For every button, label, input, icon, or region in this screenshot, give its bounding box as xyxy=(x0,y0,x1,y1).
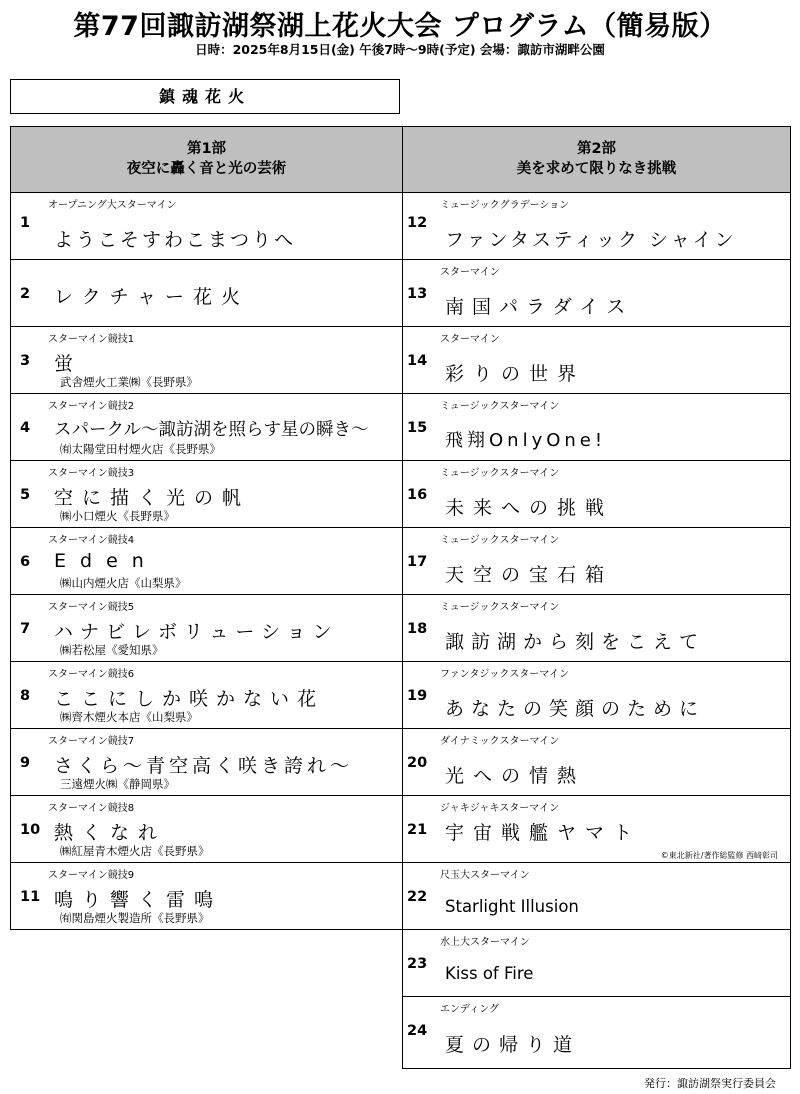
item-number: 23 xyxy=(407,956,428,972)
item-number: 7 xyxy=(20,621,31,637)
program-item xyxy=(402,192,791,260)
item-number: 6 xyxy=(20,554,31,570)
item-category: スターマイン競技4 xyxy=(48,535,135,546)
page-title: 第77回諏訪湖祭湖上花火大会 プログラム（簡易版） xyxy=(73,11,727,42)
part2-title: 第2部 xyxy=(576,141,617,157)
program-item xyxy=(402,929,791,997)
item-category: スターマイン競技9 xyxy=(48,870,135,881)
item-category: スターマイン競技6 xyxy=(48,669,135,680)
item-maker: ㈱山内煙火店《山梨県》 xyxy=(60,576,187,590)
item-category: ジャキジャキスターマイン xyxy=(440,803,560,814)
program-item xyxy=(10,527,403,595)
item-title: ファンタスティック シャイン xyxy=(445,229,737,251)
item-maker: ㈱若松屋《愛知県》 xyxy=(60,643,164,657)
program-item xyxy=(402,460,791,528)
item-title: Eden xyxy=(54,550,158,572)
item-title: 光への情熱 xyxy=(445,765,586,787)
program-item xyxy=(10,460,403,528)
item-category: 水上大スターマイン xyxy=(440,937,530,948)
program-item xyxy=(402,594,791,662)
item-title: 鳴り響く雷鳴 xyxy=(54,889,223,911)
item-number: 21 xyxy=(407,822,428,838)
item-title: ここにしか咲かない花 xyxy=(54,688,325,710)
copyright-note: ©東北新社/著作総監修 西﨑彰司 xyxy=(660,851,778,860)
item-number: 2 xyxy=(20,286,31,302)
item-number: 14 xyxy=(407,353,428,369)
program-item xyxy=(402,795,791,863)
item-title: 彩りの世界 xyxy=(445,363,586,385)
item-title: レクチャー花火 xyxy=(54,286,250,308)
item-number: 11 xyxy=(20,889,41,905)
item-number: 1 xyxy=(20,215,31,231)
item-category: スターマイン競技8 xyxy=(48,803,135,814)
item-title: 天空の宝石箱 xyxy=(445,564,614,586)
item-category: スターマイン競技7 xyxy=(48,736,135,747)
program-item xyxy=(402,259,791,327)
program-item xyxy=(10,594,403,662)
item-number: 19 xyxy=(407,688,428,704)
item-number: 15 xyxy=(407,420,428,436)
item-title: スパークル～諏訪湖を照らす星の瞬き～ xyxy=(54,420,369,440)
item-category: ミュージックスターマイン xyxy=(440,535,560,546)
program-item xyxy=(402,326,791,394)
program-item xyxy=(402,996,791,1069)
program-item xyxy=(402,393,791,461)
item-number: 22 xyxy=(407,889,428,905)
program-item xyxy=(10,795,403,863)
program-item xyxy=(10,728,403,796)
item-category: 尺玉大スターマイン xyxy=(440,870,530,881)
item-maker: ㈲太陽堂田村煙火店《長野県》 xyxy=(60,442,221,456)
item-maker: ㈱小口煙火《長野県》 xyxy=(60,509,175,523)
item-title: 空に描く光の帆 xyxy=(54,487,251,509)
item-title: ハナビレボリューション xyxy=(54,621,339,643)
item-category: ミュージックスターマイン xyxy=(440,401,560,412)
item-category: オープニング大スターマイン xyxy=(48,200,177,211)
program-item xyxy=(10,326,403,394)
item-title: 宇宙戦艦ヤマト xyxy=(445,822,642,844)
program-item xyxy=(402,661,791,729)
item-number: 17 xyxy=(407,554,428,570)
program-table xyxy=(10,126,791,1069)
item-number: 12 xyxy=(407,215,428,231)
item-number: 9 xyxy=(20,755,31,771)
item-category: ミュージックスターマイン xyxy=(440,468,560,479)
memorial-fireworks-label: 鎮魂花火 xyxy=(10,79,400,114)
program-item xyxy=(10,862,403,930)
item-title: 飛翔OnlyOne! xyxy=(445,430,607,451)
item-number: 18 xyxy=(407,621,428,637)
item-title: Starlight Illusion xyxy=(445,897,579,916)
program-item xyxy=(10,192,403,260)
part1-title: 第1部 xyxy=(186,141,227,157)
program-item xyxy=(402,728,791,796)
item-category: スターマイン競技2 xyxy=(48,401,135,412)
program-item xyxy=(402,862,791,930)
item-maker: 武舎煙火工業㈱《長野県》 xyxy=(60,375,198,389)
item-number: 13 xyxy=(407,286,428,302)
item-number: 20 xyxy=(407,755,428,771)
program-item xyxy=(10,661,403,729)
item-title: 未来への挑戦 xyxy=(445,497,614,519)
item-title: ようこそすわこまつりへ xyxy=(54,229,297,251)
item-number: 24 xyxy=(407,1023,428,1039)
part1-header xyxy=(10,126,403,193)
item-category: スターマイン xyxy=(440,334,500,345)
item-title: Kiss of Fire xyxy=(445,964,534,983)
item-maker: 三遠煙火㈱《静岡県》 xyxy=(60,777,175,791)
item-number: 3 xyxy=(20,353,31,369)
item-title: 南国パラダイス xyxy=(445,296,634,318)
item-title: あなたの笑顔のために xyxy=(445,698,706,720)
item-number: 8 xyxy=(20,688,31,704)
item-title: さくら～青空高く咲き誇れ～ xyxy=(54,755,354,777)
item-title: 蛍 xyxy=(54,353,74,375)
event-details: 日時：2025年8月15日(金) 午後7時～9時(予定) 会場：諏訪市湖畔公園 xyxy=(195,42,605,57)
publisher-credit: 発行：諏訪湖祭実行委員会 xyxy=(644,1077,776,1090)
part2-header xyxy=(402,126,791,193)
item-maker: ㈲関島煙火製造所《長野県》 xyxy=(60,911,210,925)
item-category: スターマイン競技1 xyxy=(48,334,135,345)
item-category: ミュージックスターマイン xyxy=(440,602,560,613)
item-category: スターマイン競技5 xyxy=(48,602,135,613)
program-item xyxy=(10,259,403,327)
item-title: 夏の帰り道 xyxy=(445,1034,581,1056)
program-item xyxy=(10,393,403,461)
item-maker: ㈱齊木煙火本店《山梨県》 xyxy=(60,710,198,724)
item-number: 16 xyxy=(407,487,428,503)
part2-subtitle: 美を求めて限りなき挑戦 xyxy=(516,161,677,177)
program-item xyxy=(402,527,791,595)
item-maker: ㈱紅屋青木煙火店《長野県》 xyxy=(60,844,210,858)
item-category: ファンタジックスターマイン xyxy=(440,669,570,680)
item-category: ダイナミックスターマイン xyxy=(440,736,560,747)
item-category: エンディング xyxy=(440,1004,499,1015)
item-number: 5 xyxy=(20,487,31,503)
item-title: 熱くなれ xyxy=(54,822,167,844)
item-title: 諏訪湖から刻をこえて xyxy=(445,631,706,653)
item-number: 10 xyxy=(20,822,41,838)
item-number: 4 xyxy=(20,420,31,436)
part1-subtitle: 夜空に轟く音と光の芸術 xyxy=(126,161,287,177)
item-category: スターマイン xyxy=(440,267,500,278)
item-category: スターマイン競技3 xyxy=(48,468,135,479)
item-category: ミュージックグラデーション xyxy=(440,200,570,211)
